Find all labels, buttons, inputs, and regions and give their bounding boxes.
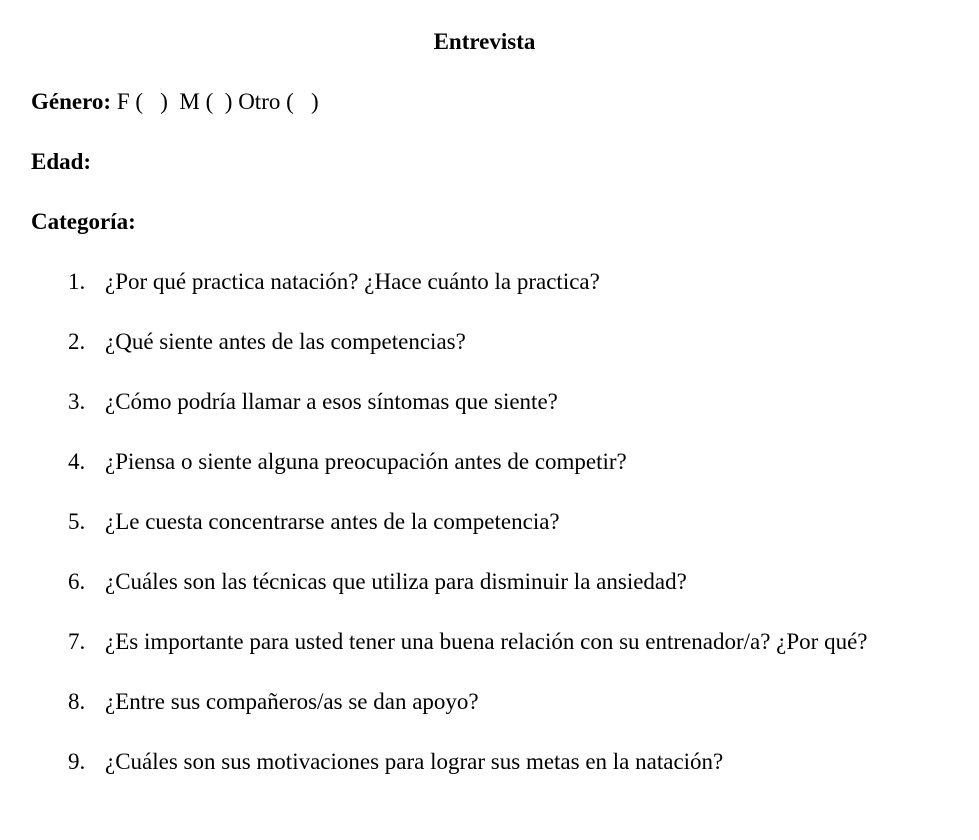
question-number: 3. xyxy=(68,389,86,414)
question-item xyxy=(68,628,868,656)
question-item xyxy=(68,748,723,776)
question-text: ¿Cuáles son las técnicas que utiliza para disminuir la ansiedad? xyxy=(105,569,687,594)
question-number: 9. xyxy=(68,749,86,774)
age-field xyxy=(31,148,91,176)
question-number: 1. xyxy=(68,269,86,294)
question-item xyxy=(68,568,687,596)
question-text: ¿Piensa o siente alguna preocupación antes de competir? xyxy=(105,449,627,474)
question-text: ¿Cómo podría llamar a esos síntomas que siente? xyxy=(105,389,558,414)
category-label: Categoría: xyxy=(31,209,136,234)
question-item xyxy=(68,508,560,536)
question-number: 7. xyxy=(68,629,86,654)
question-item xyxy=(68,268,600,296)
question-text: ¿Es importante para usted tener una buena relación con su entrenador/a? ¿Por qué? xyxy=(105,629,868,654)
question-text: ¿Entre sus compañeros/as se dan apoyo? xyxy=(105,689,479,714)
question-text: ¿Qué siente antes de las competencias? xyxy=(105,329,466,354)
question-number: 4. xyxy=(68,449,86,474)
question-text: ¿Le cuesta concentrarse antes de la competencia? xyxy=(105,509,560,534)
document-title: Entrevista xyxy=(433,29,536,54)
question-item xyxy=(68,448,627,476)
gender-field xyxy=(31,88,319,116)
question-number: 6. xyxy=(68,569,86,594)
question-number: 5. xyxy=(68,509,86,534)
question-text: ¿Por qué practica natación? ¿Hace cuánto la practica? xyxy=(105,269,600,294)
gender-options: F ( ) M ( ) Otro ( ) xyxy=(116,89,319,114)
question-item xyxy=(68,328,466,356)
question-text: ¿Cuáles son sus motivaciones para lograr sus metas en la natación? xyxy=(105,749,724,774)
question-item xyxy=(68,688,479,716)
question-item xyxy=(68,388,558,416)
question-number: 8. xyxy=(68,689,86,714)
age-label: Edad: xyxy=(31,149,92,174)
gender-label: Género: xyxy=(31,89,112,114)
question-number: 2. xyxy=(68,329,86,354)
category-field xyxy=(31,208,136,236)
